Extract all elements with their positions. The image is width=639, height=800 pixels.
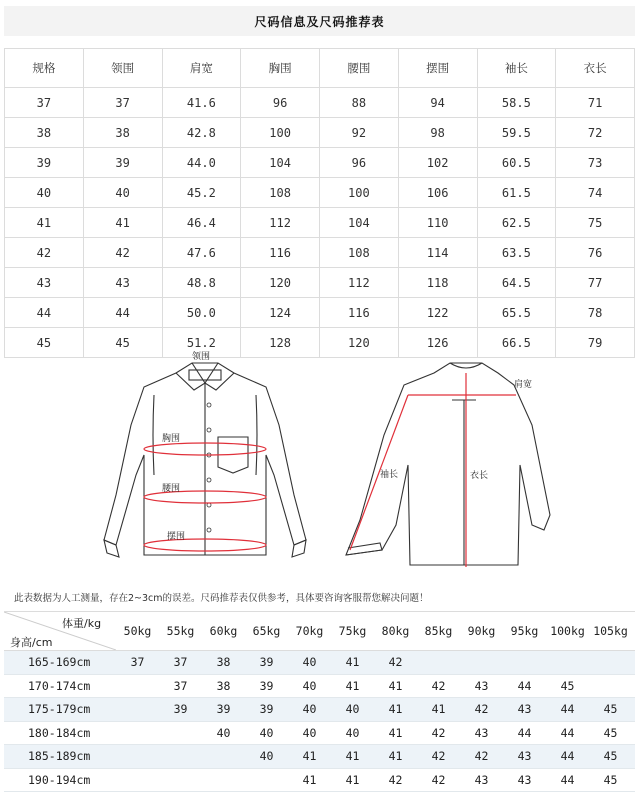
- recommend-body: [4, 651, 635, 792]
- size-recommend-cell: [546, 651, 589, 674]
- size-recommend-cell: 39: [216, 702, 231, 716]
- size-cell: 40: [83, 178, 162, 208]
- height-cell: 170-174cm: [28, 678, 91, 693]
- size-recommend-cell: 42: [474, 749, 489, 763]
- size-cell: 112: [320, 268, 399, 298]
- size-table-body: [5, 88, 635, 358]
- measurement-note: 此表数据为人工测量，存在2~3cm的误差。尺码推荐表仅供参考，具体要咨询客服帮您解决问题！: [14, 593, 429, 604]
- size-header-cell: 胸围: [241, 49, 320, 88]
- size-cell: 78: [556, 298, 635, 328]
- size-cell: 126: [398, 328, 477, 358]
- size-recommend-cell: 41: [388, 725, 403, 740]
- table-row: [4, 651, 635, 675]
- weight-header-cell: 95kg: [510, 624, 539, 638]
- recommend-header: [4, 611, 635, 651]
- size-recommend-cell: 41: [388, 749, 403, 763]
- size-recommend-cell: 42: [388, 655, 403, 669]
- size-cell: 37: [83, 88, 162, 118]
- size-cell: 44.0: [162, 148, 241, 178]
- weight-header-cell: 50kg: [123, 624, 152, 638]
- size-cell: 64.5: [477, 268, 556, 298]
- size-header-cell: 衣长: [556, 49, 635, 88]
- size-recommend-cell: 44: [560, 749, 575, 763]
- size-recommend-cell: 41: [431, 702, 446, 716]
- size-cell: 58.5: [477, 88, 556, 118]
- size-cell: 73: [556, 148, 635, 178]
- size-cell: 62.5: [477, 208, 556, 238]
- size-cell: 120: [241, 268, 320, 298]
- size-header-cell: 腰围: [320, 49, 399, 88]
- size-cell: 51.2: [162, 328, 241, 358]
- size-table: [4, 48, 635, 358]
- size-cell: 75: [556, 208, 635, 238]
- size-cell: 44: [83, 298, 162, 328]
- height-cell: 180-184cm: [28, 725, 91, 740]
- size-recommend-cell: 45: [560, 678, 575, 693]
- size-recommend-cell: 40: [302, 655, 317, 669]
- size-cell: 45: [5, 328, 84, 358]
- size-cell: 45.2: [162, 178, 241, 208]
- table-row: [5, 118, 635, 148]
- size-cell: 41.6: [162, 88, 241, 118]
- weight-header-cell: 90kg: [467, 624, 496, 638]
- size-recommend-cell: 44: [517, 678, 532, 693]
- weight-header-cell: 85kg: [424, 624, 453, 638]
- size-recommend-cell: 42: [474, 702, 489, 716]
- table-row: [5, 208, 635, 238]
- size-cell: 60.5: [477, 148, 556, 178]
- size-recommend-cell: [589, 675, 632, 698]
- collar-label: 领围: [192, 352, 211, 362]
- size-recommend-cell: 44: [560, 772, 575, 787]
- table-row: [5, 298, 635, 328]
- size-recommend-cell: [202, 745, 245, 768]
- size-recommend-cell: [116, 769, 159, 792]
- size-recommend-cell: [159, 745, 202, 768]
- height-cell: 185-189cm: [28, 749, 91, 763]
- size-recommend-cell: 39: [259, 678, 274, 693]
- size-recommend-cell: 37: [173, 655, 188, 669]
- size-recommend-cell: [417, 651, 460, 674]
- size-cell: 108: [320, 238, 399, 268]
- size-cell: 118: [398, 268, 477, 298]
- size-cell: 47.6: [162, 238, 241, 268]
- size-recommend-cell: 40: [345, 702, 360, 716]
- weight-header-cell: 80kg: [381, 624, 410, 638]
- table-row: [4, 675, 635, 699]
- front-buttons: [207, 403, 211, 532]
- size-cell: 108: [241, 178, 320, 208]
- size-cell: 63.5: [477, 238, 556, 268]
- height-cell: 190-194cm: [28, 772, 91, 787]
- size-recommend-cell: [202, 769, 245, 792]
- size-recommend-cell: 42: [431, 678, 446, 693]
- size-cell: 61.5: [477, 178, 556, 208]
- size-cell: 94: [398, 88, 477, 118]
- size-recommend-cell: 41: [388, 678, 403, 693]
- size-recommend-cell: 39: [259, 655, 274, 669]
- size-cell: 88: [320, 88, 399, 118]
- size-cell: 42.8: [162, 118, 241, 148]
- size-cell: 41: [83, 208, 162, 238]
- weight-header-cell: 100kg: [550, 624, 585, 638]
- size-recommend-cell: 43: [517, 749, 532, 763]
- weight-header-cell: 60kg: [209, 624, 238, 638]
- size-recommend-cell: 41: [345, 772, 360, 787]
- height-cell: 165-169cm: [28, 655, 91, 669]
- size-recommend-cell: 37: [173, 678, 188, 693]
- back-measure-lines: [350, 373, 516, 567]
- size-cell: 59.5: [477, 118, 556, 148]
- size-recommend-cell: [159, 769, 202, 792]
- size-recommend-cell: 40: [302, 702, 317, 716]
- size-cell: 100: [241, 118, 320, 148]
- size-cell: 79: [556, 328, 635, 358]
- front-shirt-outline: [104, 363, 306, 557]
- size-recommend-cell: 39: [173, 702, 188, 716]
- size-recommend-cell: [159, 722, 202, 745]
- size-header-cell: 规格: [5, 49, 84, 88]
- size-recommend-cell: 45: [603, 702, 618, 716]
- size-cell: 41: [5, 208, 84, 238]
- table-row: [4, 722, 635, 746]
- shoulder-label: 肩宽: [514, 380, 533, 390]
- size-recommend-cell: 41: [345, 749, 360, 763]
- size-recommend-cell: 44: [560, 725, 575, 740]
- size-cell: 74: [556, 178, 635, 208]
- size-recommend-cell: [116, 675, 159, 698]
- size-cell: 77: [556, 268, 635, 298]
- weight-columns: [116, 612, 632, 650]
- size-recommend-cell: 43: [517, 772, 532, 787]
- size-cell: 122: [398, 298, 477, 328]
- size-recommend-cell: 37: [130, 655, 145, 669]
- weight-header-cell: 55kg: [166, 624, 195, 638]
- size-recommend-cell: 41: [302, 749, 317, 763]
- size-cell: 39: [83, 148, 162, 178]
- size-cell: 71: [556, 88, 635, 118]
- weight-axis-label: 体重/kg: [62, 617, 102, 630]
- table-row: [5, 268, 635, 298]
- waist-label: 腰围: [162, 484, 181, 494]
- size-header-cell: 摆围: [398, 49, 477, 88]
- size-cell: 40: [5, 178, 84, 208]
- size-cell: 102: [398, 148, 477, 178]
- table-row: [5, 238, 635, 268]
- table-row: [4, 745, 635, 769]
- size-recommend-cell: [116, 722, 159, 745]
- size-cell: 39: [5, 148, 84, 178]
- size-cell: 110: [398, 208, 477, 238]
- size-cell: 100: [320, 178, 399, 208]
- size-recommend-cell: 40: [302, 725, 317, 740]
- size-recommend-cell: 41: [388, 702, 403, 716]
- weight-header-cell: 105kg: [593, 624, 628, 638]
- size-header-cell: 肩宽: [162, 49, 241, 88]
- size-cell: 43: [83, 268, 162, 298]
- size-header-cell: 袖长: [477, 49, 556, 88]
- table-row: [4, 769, 635, 793]
- size-cell: 66.5: [477, 328, 556, 358]
- size-recommend-cell: 42: [388, 772, 403, 787]
- shirt-diagram: [4, 345, 635, 585]
- size-recommend-cell: 39: [259, 702, 274, 716]
- weight-header-cell: 70kg: [295, 624, 324, 638]
- size-recommend-cell: 44: [560, 702, 575, 716]
- size-recommend-cell: 43: [517, 702, 532, 716]
- size-recommend-cell: [116, 698, 159, 721]
- size-recommend-cell: 40: [259, 725, 274, 740]
- table-row: [4, 698, 635, 722]
- size-recommend-cell: [503, 651, 546, 674]
- size-cell: 116: [320, 298, 399, 328]
- size-recommend-cell: [116, 745, 159, 768]
- size-header-cell: 领围: [83, 49, 162, 88]
- size-cell: 76: [556, 238, 635, 268]
- size-recommend-cell: 43: [474, 678, 489, 693]
- size-recommend-cell: 42: [431, 749, 446, 763]
- size-cell: 104: [241, 148, 320, 178]
- size-recommend-cell: 38: [216, 655, 231, 669]
- size-cell: 104: [320, 208, 399, 238]
- back-shirt-outline: [346, 363, 550, 565]
- size-cell: 72: [556, 118, 635, 148]
- size-cell: 45: [83, 328, 162, 358]
- size-cell: 50.0: [162, 298, 241, 328]
- size-recommend-cell: 45: [603, 725, 618, 740]
- size-recommend-cell: 40: [345, 725, 360, 740]
- hem-label: 摆围: [167, 532, 186, 542]
- size-recommend-cell: 42: [431, 725, 446, 740]
- size-recommend-cell: 43: [474, 772, 489, 787]
- size-table-header: [5, 49, 635, 88]
- size-cell: 37: [5, 88, 84, 118]
- size-cell: 124: [241, 298, 320, 328]
- size-recommend-cell: 40: [259, 749, 274, 763]
- size-recommend-cell: 42: [431, 772, 446, 787]
- size-cell: 48.8: [162, 268, 241, 298]
- size-cell: 96: [241, 88, 320, 118]
- table-row: [5, 88, 635, 118]
- size-cell: 38: [5, 118, 84, 148]
- size-recommend-cell: 45: [603, 772, 618, 787]
- chest-label: 胸围: [162, 434, 181, 444]
- size-cell: 96: [320, 148, 399, 178]
- size-cell: 98: [398, 118, 477, 148]
- size-cell: 44: [5, 298, 84, 328]
- size-cell: 42: [5, 238, 84, 268]
- size-recommend-cell: 43: [474, 725, 489, 740]
- size-recommend-cell: 40: [302, 678, 317, 693]
- size-cell: 38: [83, 118, 162, 148]
- size-cell: 42: [83, 238, 162, 268]
- size-cell: 46.4: [162, 208, 241, 238]
- page-title: 尺码信息及尺码推荐表: [4, 6, 635, 36]
- header-diagonal-cell: [4, 612, 116, 650]
- size-recommend-cell: 41: [302, 772, 317, 787]
- size-cell: 112: [241, 208, 320, 238]
- size-recommend-cell: [245, 769, 288, 792]
- size-recommend-cell: 41: [345, 678, 360, 693]
- height-cell: 175-179cm: [28, 702, 91, 716]
- size-recommend-cell: [460, 651, 503, 674]
- size-cell: 116: [241, 238, 320, 268]
- height-axis-label: 身高/cm: [10, 636, 53, 649]
- size-cell: 114: [398, 238, 477, 268]
- sleeve-label: 袖长: [380, 470, 399, 480]
- size-recommend-cell: 40: [216, 725, 231, 740]
- length-label: 衣长: [470, 471, 489, 481]
- size-cell: 106: [398, 178, 477, 208]
- size-cell: 43: [5, 268, 84, 298]
- size-recommend-cell: 38: [216, 678, 231, 693]
- size-recommend-cell: [589, 651, 632, 674]
- table-row: [5, 178, 635, 208]
- size-cell: 65.5: [477, 298, 556, 328]
- table-row: [5, 148, 635, 178]
- size-recommend-cell: 41: [345, 655, 360, 669]
- recommend-table: [4, 611, 635, 792]
- size-recommend-cell: 44: [517, 725, 532, 740]
- size-recommend-cell: 45: [603, 749, 618, 763]
- weight-header-cell: 75kg: [338, 624, 367, 638]
- size-cell: 120: [320, 328, 399, 358]
- weight-header-cell: 65kg: [252, 624, 281, 638]
- size-cell: 92: [320, 118, 399, 148]
- size-cell: 128: [241, 328, 320, 358]
